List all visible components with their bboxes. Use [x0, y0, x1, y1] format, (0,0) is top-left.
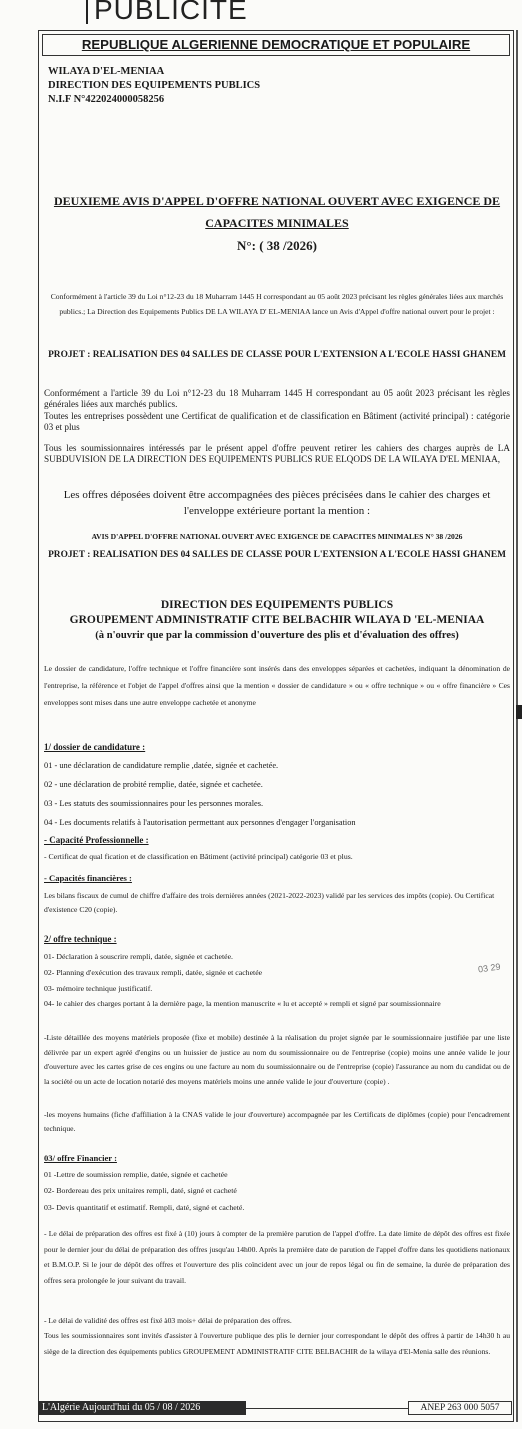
- intro-paragraph: Conformément à l'article 39 du Loi n°12-23 du 18 Muharram 1445 H correspondant au 05 août 2023 précisant les règles générales liées aux marchés publics.; La Direction des Equipements Publics DE LA WILAYA D' EL-MENIAA lance un Avis d'Appel d'offre national ouvert pour le projet :: [50, 292, 504, 316]
- masthead-title: PUBLICITE: [94, 0, 248, 25]
- list-item: 01 -Lettre de soumission remplie, datée, signée et cachetée: [44, 1170, 228, 1179]
- masthead-divider: [86, 0, 88, 24]
- list-item: 02 - une déclaration de probité remplie, datée, signée et cachetée.: [44, 780, 263, 789]
- header-direction: DIRECTION DES EQUIPEMENTS PUBLICS: [48, 80, 261, 91]
- para-loi: Conformément a l'article 39 du Loi n°12-23 du 18 Muharram 1445 H correspondant au 05 août 2023 précisant les règles générales liées aux marchés publics.: [44, 388, 510, 409]
- section-3-title: 03/ offre Financier :: [44, 1153, 117, 1163]
- page-edge-mark: [516, 705, 522, 719]
- footer-rule: [246, 1408, 408, 1409]
- section-1-title: 1/ dossier de candidature :: [44, 742, 146, 752]
- title-line-1: DEUXIEME AVIS D'APPEL D'OFFRE NATIONAL OUVERT AVEC EXIGENCE DE: [53, 194, 501, 208]
- section-2-title: 2/ offre technique :: [44, 934, 117, 944]
- moyens-materiels: -Liste détaillée des moyens matériels proposée (fixe et mobile) destinée à la réalisation du projet signée par le soumissionnaire justifiée par une liste délivrée par un expert agréé d'engins ou un huissier de justice au nom du soumissionnaire ou de l'entreprise (copie) moins une année valide le jour d'ouverture avec les cartes grise de ces engins ou une facture au nom du soumissionnaire ou de l'entreprise (copie) l'assurance au nom du candidat ou de la société ou un acte de location notarié des moyens matériels moins une année valide le jour d'ouverture (copie) .: [44, 1033, 510, 1086]
- masthead: [0, 0, 522, 26]
- dossier-intro: Le dossier de candidature, l'offre technique et l'offre financière sont insérés dans des enveloppes séparées et cachetées, indiquant la dénomination de l'entreprise, la référence et l'objet de l'appel d'offres ainsi que la mention « dossier de candidature » ou « offre technique » ou « offre financière » Ces enveloppes sont mises dans une autre enveloppe cachetée et anonyme: [44, 664, 510, 707]
- invitation: Tous les soumissionnaires sont invités d'assister à l'ouverture publique des plis le dernier jour correspondant le dépôt des offres à partir de 14h30 h au siège de la direction des équipements publics GROUPEMENT ADMINISTRATIF CITE BELBACHIR de la wilaya d'El-Menia salle des réunions.: [44, 1331, 510, 1356]
- header-wilaya: WILAYA D'EL-MENIAA: [48, 66, 165, 77]
- footer-publication: L'Algérie Aujourd'hui du 05 / 08 / 2026: [38, 1401, 246, 1415]
- list-item: 04- le cahier des charges portant à la dernière page, la mention manuscrite « lu et accepté » rempli et signé par soumissionnaire: [44, 999, 441, 1008]
- address-line-3: (à n'ouvrir que par la commission d'ouverture des plis et d'évaluation des offres): [95, 630, 459, 641]
- list-item: 03- mémoire technique justificatif.: [44, 984, 153, 993]
- offres-line-2: l'enveloppe extérieure portant la mention :: [183, 505, 371, 517]
- footer-anep: ANEP 263 000 5057: [408, 1401, 512, 1415]
- projet-1: PROJET : REALISATION DES 04 SALLES DE CLASSE POUR L'EXTENSION A L'ECOLE HASSI GHANEM: [48, 350, 506, 360]
- page-edge: [516, 30, 518, 1422]
- para-retrait: Tous les soumissionnaires intéressés par le présent appel d'offre peuvent retirer les cahiers des charges auprès de LA SUBDUVISION DE LA DIRECTION DES EQUIPEMENTS PUBLICS RUE ELQODS DE LA WILAYA D'EL MENIAA,: [44, 443, 510, 464]
- capacite-pro-text: - Certificat de qual fication et de classification en Bâtiment (activité principal) catégorie 03 et plus.: [44, 852, 353, 861]
- title-line-2: CAPACITES MINIMALES: [205, 216, 349, 230]
- delai-validite: - Le délai de validité des offres est fixé à03 mois+ délai de préparation des offres.: [44, 1316, 292, 1325]
- address-line-1: DIRECTION DES EQUIPEMENTS PUBLICS: [160, 599, 394, 611]
- delai-preparation: - Le délai de préparation des offres est fixé à (10) jours à compter de la première parution de l'appel d'offre. La date limite de dépôt des offres est fixée pour le dernier jour du délai de préparation des offres jusqu'au 14h00. Après la première date de parution de l'appel d'offre dans les quotidiens nationaux et B.M.O.P. Si le jour de dépôt des offres et l'ouverture des plis coïncident avec un jour de repos légal ou fin de semaine, la durée de préparation des offres sera prolongée le jour suivant du travail.: [44, 1229, 510, 1285]
- address-line-2: GROUPEMENT ADMINISTRATIF CITE BELBACHIR WILAYA D 'EL-MENIAA: [69, 614, 485, 626]
- capacite-pro-title: - Capacité Professionnelle :: [44, 835, 149, 845]
- ink-stamp: 03 29: [477, 961, 502, 975]
- para-certificat: Toutes les entreprises possèdent une Certificat de qualification et de classification en Bâtiment (activité principal) : catégorie 03 et plus: [44, 411, 510, 432]
- capacite-fin-title: - Capacités financières :: [44, 873, 132, 883]
- title-number: N°: ( 38 /2026): [237, 238, 317, 253]
- list-item: 02- Planning d'exécution des travaux rempli, datée, signée et cachetée: [44, 968, 263, 977]
- capacite-fin-text: Les bilans fiscaux de cumul de chiffre d'affaire des trois dernières années (2021-2022-2023) validé par les services des impôts (copie). Ou Certificat d'existence C20 (copie).: [44, 891, 495, 914]
- projet-2: PROJET : REALISATION DES 04 SALLES DE CLASSE POUR L'EXTENSION A L'ECOLE HASSI GHANEM: [48, 550, 506, 560]
- list-item: 03 - Les statuts des soumissionnaires pour les personnes morales.: [44, 799, 264, 808]
- list-item: 03- Devis quantitatif et estimatif. Rempli, daté, signé et cacheté.: [44, 1203, 245, 1212]
- list-item: 04 - Les documents relatifs à l'autorisation permettant aux personnes d'engager l'organisation: [44, 818, 356, 827]
- republique-banner: REPUBLIQUE ALGERIENNE DEMOCRATIQUE ET POPULAIRE: [42, 34, 510, 56]
- list-item: 02- Bordereau des prix unitaires rempli, daté, signé et cacheté: [44, 1186, 237, 1195]
- list-item: 01 - une déclaration de candidature remplie ,datée, signée et cachetée.: [44, 761, 279, 770]
- offres-line-1: Les offres déposées doivent être accompagnées des pièces précisées dans le cahier des charges et: [63, 489, 491, 501]
- list-item: 01- Déclaration à souscrire rempli, datée, signée et cachetée.: [44, 952, 233, 961]
- avis-mention: AVIS D'APPEL D'OFFRE NATIONAL OUVERT AVEC EXIGENCE DE CAPACITES MINIMALES N° 38 /2026: [91, 532, 463, 541]
- moyens-humains: -les moyens humains (fiche d'affiliation à la CNAS valide le jour d'ouverture) accompagnée par les Certificats de diplômes (copie) pour l'encadrement technique.: [44, 1110, 510, 1133]
- header-nif: N.I.F N°422024000058256: [48, 94, 165, 105]
